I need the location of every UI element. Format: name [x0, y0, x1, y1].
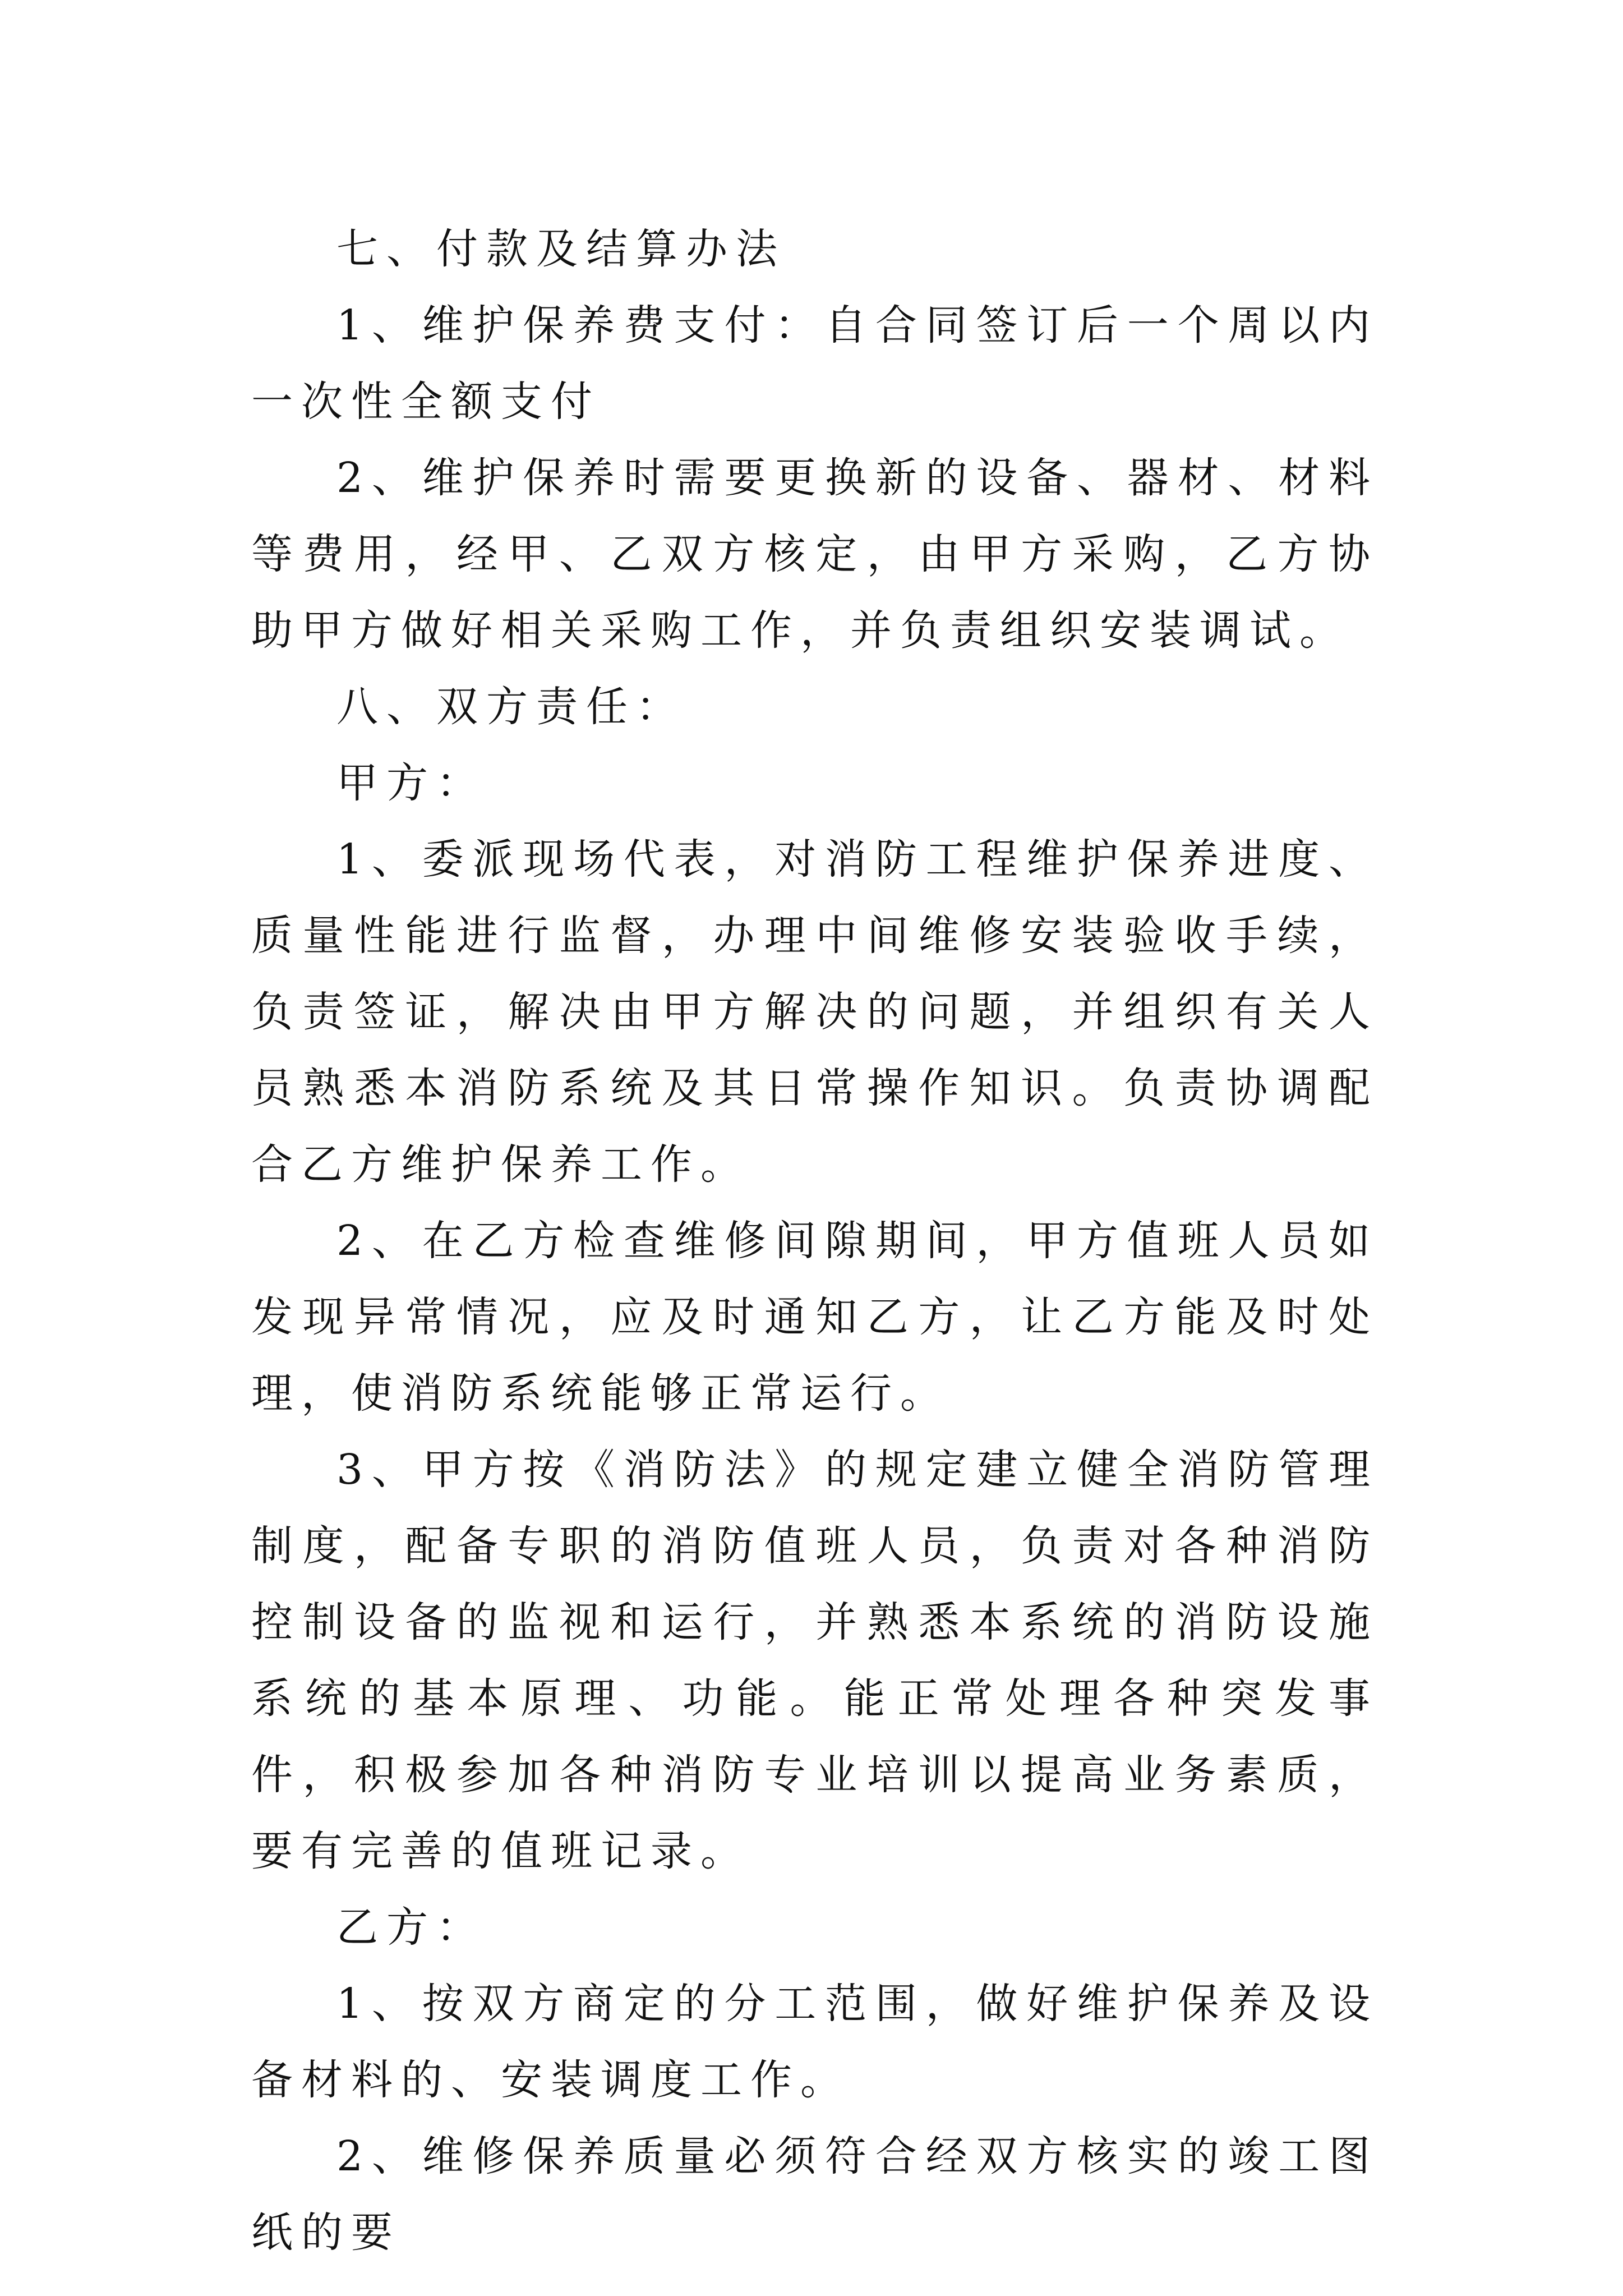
paragraph: 2、维护保养时需要更换新的设备、器材、材料等费用，经甲、乙双方核定，由甲方采购，乙方协助甲方做好相关采购工作，并负责组织安装调试。: [251, 454, 1378, 655]
paragraph: 2、在乙方检查维修间隙期间，甲方值班人员如发现异常情况，应及时通知乙方，让乙方能及时处理，使消防系统能够正常运行。: [251, 1217, 1378, 1418]
paragraph: 1、维护保养费支付：自合同签订后一个周以内一次性全额支付: [251, 301, 1378, 426]
paragraph: 1、按双方商定的分工范围，做好维护保养及设备材料的、安装调度工作。: [251, 1980, 1378, 2104]
section-heading-payment: 七、付款及结算办法: [336, 225, 786, 273]
paragraph: 2、维修保养质量必须符合经双方核实的竣工图纸的要: [251, 2132, 1378, 2257]
document-body: [251, 211, 1378, 2271]
party-heading-b: 乙方：: [336, 1903, 486, 1952]
paragraph: 1、委派现场代表，对消防工程维护保养进度、质量性能进行监督，办理中间维修安装验收手续，负责签证，解决由甲方解决的问题，并组织有关人员熟悉本消防系统及其日常操作知识。负责协调配合乙方维护保养工作。: [251, 835, 1378, 1189]
section-heading-responsibilities: 八、双方责任：: [336, 683, 686, 731]
party-heading-a: 甲方：: [336, 759, 486, 807]
paragraph: 3、甲方按《消防法》的规定建立健全消防管理制度，配备专职的消防值班人员，负责对各种消防控制设备的监视和运行，并熟悉本系统的消防设施系统的基本原理、功能。能正常处理各种突发事件，积极参加各种消防专业培训以提高业务素质，要有完善的值班记录。: [251, 1446, 1378, 1875]
